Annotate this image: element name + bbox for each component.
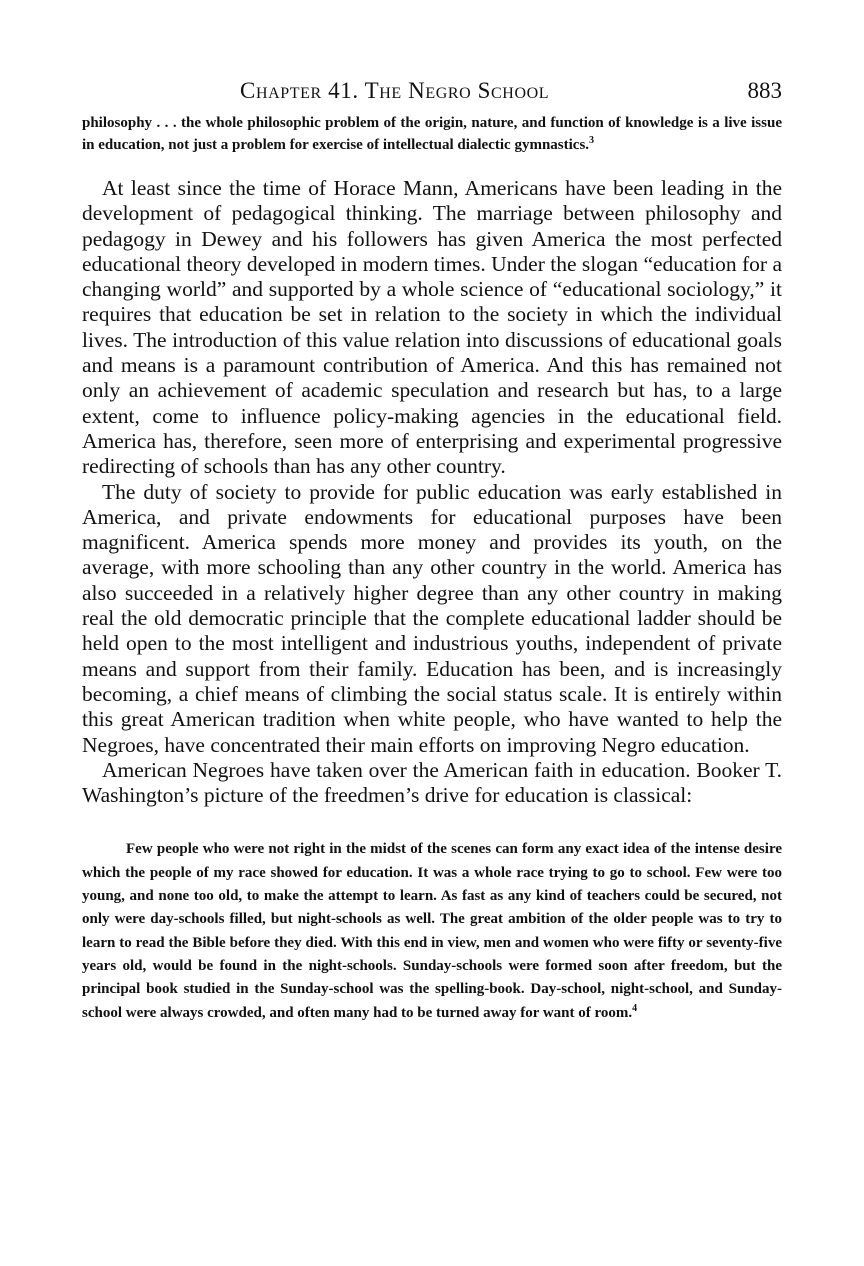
body-paragraph: At least since the time of Horace Mann, Americans have been leading in the development of pedagogical thinking. The marriage between philosophy and pedagogy in Dewey and his followers has given America the most perfected educational theory developed in modern times. Under the slogan “education for a changing world” and supported by a whole science of “educational sociology,” it requires that education be set in relation to the society in which the individual lives. The introduction of this value relation into discussions of educational goals and means is a paramount contribution of America. And this has remained not only an achievement of academic speculation and research but has, to a large extent, come to influence policy-making agencies in the educational field. America has, therefore, seen more of enterprising and experimental progressive redirecting of schools than has any other country. xyxy=(82,176,782,479)
quote-text: philosophy . . . the whole philosophic problem of the origin, nature, and function of knowledge is a live issue in education, not just a problem for exercise of intellectual dialectic gymnastics. xyxy=(82,115,782,153)
body-paragraph: American Negroes have taken over the American faith in education. Booker T. Washington’s picture of the freedmen’s drive for education is classical: xyxy=(82,757,782,808)
block-quote-continued xyxy=(82,112,782,156)
block-quote xyxy=(82,838,782,1024)
body-paragraph: The duty of society to provide for public education was early established in America, and private endowments for educational purposes have been magnificent. America spends more money and provides its youth, on the average, with more schooling than any other country in the world. America has also succeeded in a relatively higher degree than any other country in making real the old democratic principle that the complete educational ladder should be held open to the most intelligent and industrious youths, independent of private means and support from their family. Education has been, and is increasingly becoming, a chief means of climbing the social status scale. It is entirely within this great American tradition when white people, who have wanted to help the Negroes, have concentrated their main efforts on improving Negro education. xyxy=(82,479,782,757)
footnote-marker: 3 xyxy=(589,135,595,146)
book-page xyxy=(82,78,782,1025)
running-header xyxy=(82,78,782,112)
footnote-marker: 4 xyxy=(632,1002,638,1014)
chapter-title: Chapter 41. The Negro School xyxy=(240,78,550,103)
quote-text: Few people who were not right in the midst of the scenes can form any exact idea of the intense desire which the people of my race showed for education. It was a whole race trying to go to school. Few were too young, and none too old, to make the attempt to learn. As fast as any kind of teachers could be secured, not only were day-schools filled, but night-schools as well. The great ambition of the older people was to try to learn to read the Bible before they died. With this end in view, men and women who were fifty or seventy-five years old, would be found in the night-schools. Sunday-schools were formed soon after freedom, but the principal book studied in the Sunday-school was the spelling-book. Day-school, night-school, and Sunday-school were always crowded, and often many had to be turned away for want of room. xyxy=(82,841,782,1021)
page-number: 883 xyxy=(747,78,782,103)
